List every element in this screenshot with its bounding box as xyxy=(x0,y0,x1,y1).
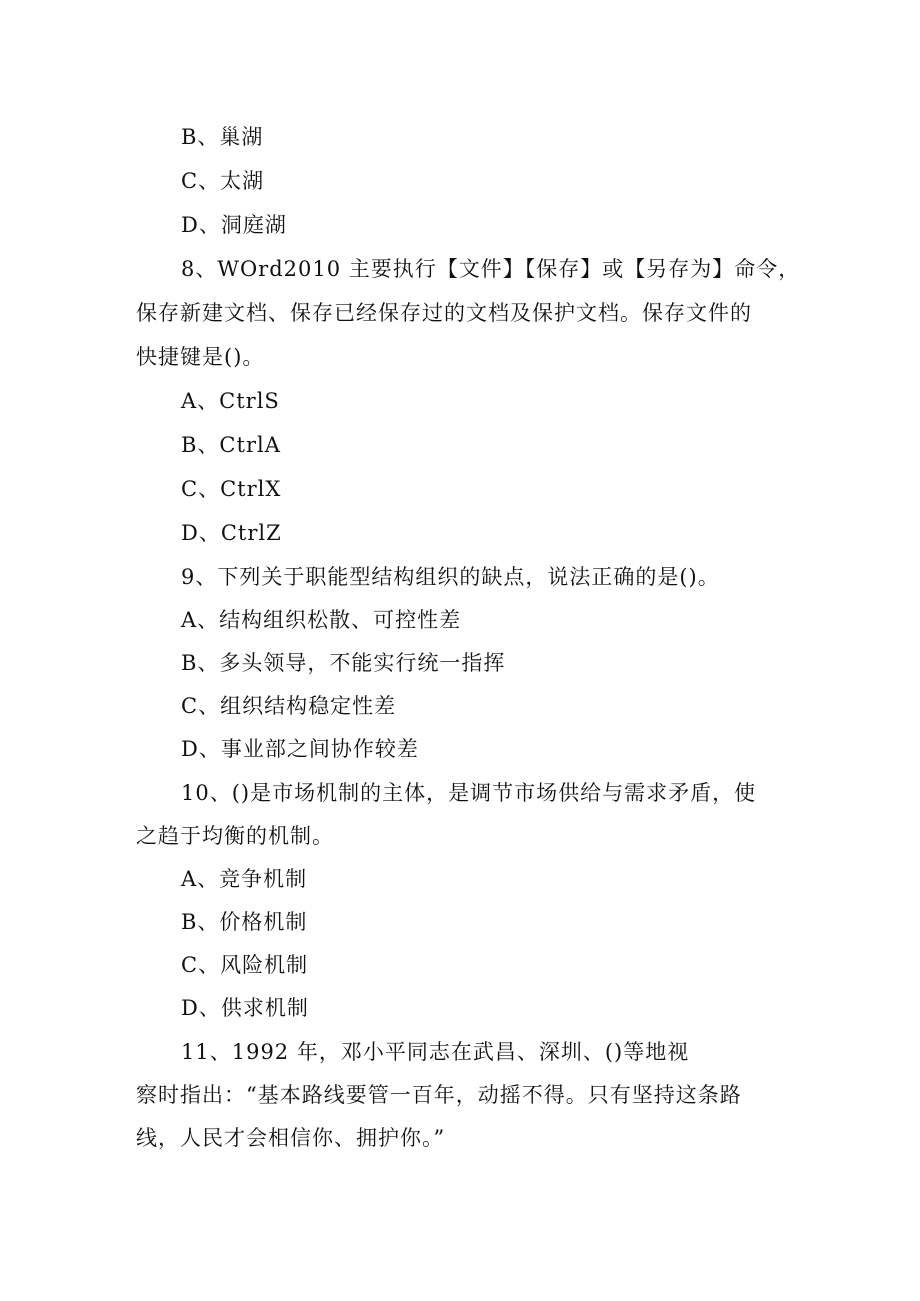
q11-stem-line-2: 察时指出：“基本路线要管一百年，动摇不得。只有坚持这条路 xyxy=(136,1083,742,1107)
q11-stem-line-3: 线，人民才会相信你、拥护你。” xyxy=(136,1126,446,1150)
q11-stem-line-1: 11、1992 年，邓小平同志在武昌、深圳、()等地视 xyxy=(181,1040,690,1064)
q8-option-a: A、CtrlS xyxy=(181,389,280,413)
q7-option-d: D、洞庭湖 xyxy=(181,213,287,237)
q8-stem-line-3: 快捷键是()。 xyxy=(136,345,265,369)
q7-option-c: C、太湖 xyxy=(181,169,265,193)
q9-stem-line-1: 9、下列关于职能型结构组织的缺点，说法正确的是()。 xyxy=(181,565,720,589)
q8-option-d: D、CtrlZ xyxy=(181,521,282,545)
q9-option-d: D、事业部之间协作较差 xyxy=(181,737,419,761)
q8-stem-line-1: 8、WOrd2010 主要执行【文件】【保存】或【另存为】命令， xyxy=(181,257,801,281)
q10-option-d: D、供求机制 xyxy=(181,996,309,1020)
q9-option-b: B、多头领导，不能实行统一指挥 xyxy=(181,651,506,675)
q8-option-c: C、CtrlX xyxy=(181,477,282,501)
q10-option-b: B、价格机制 xyxy=(181,910,308,934)
q10-option-a: A、竞争机制 xyxy=(181,867,308,891)
q7-option-b: B、巢湖 xyxy=(181,125,264,149)
q8-option-b: B、CtrlA xyxy=(181,433,281,457)
q8-stem-line-2: 保存新建文档、保存已经保存过的文档及保护文档。保存文件的 xyxy=(136,301,752,325)
q10-stem-line-1: 10、()是市场机制的主体，是调节市场供给与需求矛盾，使 xyxy=(181,781,757,805)
q10-stem-line-2: 之趋于均衡的机制。 xyxy=(136,824,334,848)
q9-option-c: C、组织结构稳定性差 xyxy=(181,694,397,718)
q9-option-a: A、结构组织松散、可控性差 xyxy=(181,608,462,632)
q10-option-c: C、风险机制 xyxy=(181,953,309,977)
